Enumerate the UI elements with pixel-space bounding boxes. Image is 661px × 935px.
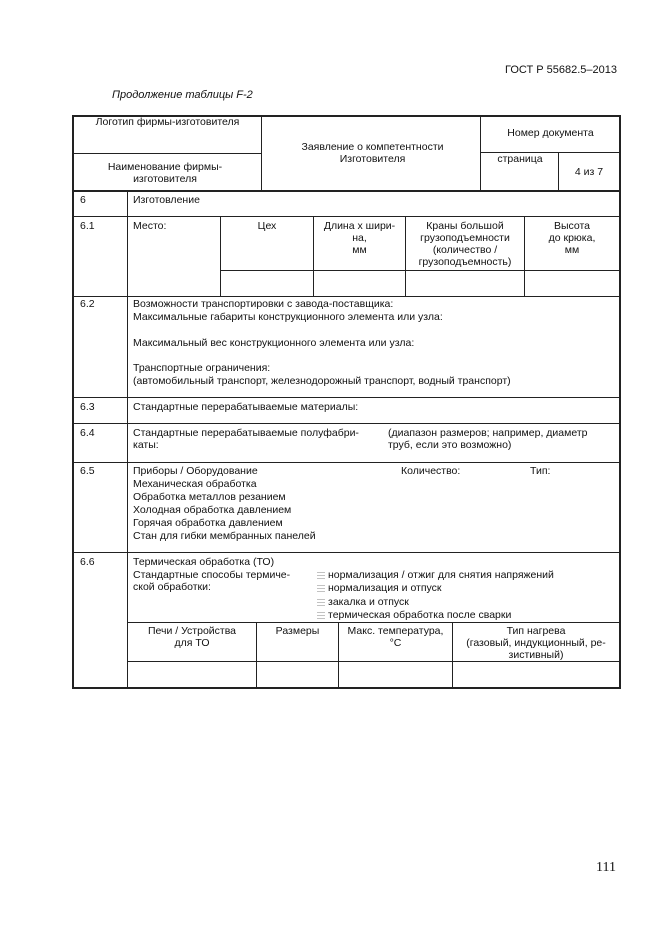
- option-normalization-stress-relief[interactable]: [317, 569, 554, 581]
- row-6-1-number: 6.1: [80, 220, 95, 232]
- max-weight: Максимальный вес конструкционного элемента или узла:: [133, 337, 415, 349]
- option-label: закалка и отпуск: [328, 596, 409, 608]
- col-length-header: Длина х шири- на, мм: [323, 220, 396, 256]
- checkbox-icon[interactable]: [317, 597, 325, 606]
- equipment-item: Обработка металлов резанием: [133, 491, 286, 503]
- equipment-item: Стан для гибки мембранных панелей: [133, 530, 316, 542]
- row-6-title: Изготовление: [133, 194, 200, 206]
- option-label: нормализация / отжиг для снятия напряжений: [328, 569, 554, 581]
- col-max-temperature-header: Макс. температура, °С: [347, 625, 444, 649]
- equipment-item: Механическая обработка: [133, 478, 257, 490]
- quantity-label: Количество:: [401, 465, 461, 477]
- page-value: 4 из 7: [574, 166, 604, 178]
- transport-types: (автомобильный транспорт, железнодорожный транспорт, водный транспорт): [133, 375, 511, 387]
- table-continuation-caption: Продолжение таблицы F-2: [112, 89, 253, 101]
- row-6-2-number: 6.2: [80, 298, 95, 310]
- competence-statement-title: Заявление о компетентности Изготовителя: [301, 141, 444, 165]
- row-6-5-number: 6.5: [80, 465, 95, 477]
- col-hook-height-header: Высота до крюка, мм: [548, 220, 596, 256]
- equipment-label: Приборы / Оборудование: [133, 465, 258, 477]
- option-label: термическая обработка после сварки: [328, 609, 512, 621]
- manufacturer-name-label: Наименование фирмы-изготовителя: [107, 161, 223, 185]
- equipment-item: Холодная обработка давлением: [133, 504, 292, 516]
- heat-treatment-title: Термическая обработка (ТО): [133, 556, 275, 568]
- type-label: Тип:: [530, 465, 551, 477]
- row-6-6-number: 6.6: [80, 556, 95, 568]
- checkbox-icon[interactable]: [317, 570, 325, 579]
- row-6-number: 6: [80, 194, 86, 206]
- col-heating-type-header: Тип нагрева (газовый, индукционный, ре- зистивный): [466, 625, 606, 661]
- page-number: 111: [596, 860, 616, 875]
- equipment-item: Горячая обработка давлением: [133, 517, 283, 529]
- logo-label: Логотип фирмы-изготовителя: [95, 116, 240, 128]
- col-furnaces-header: Печи / Устройства для ТО: [147, 625, 237, 649]
- option-normalization-tempering[interactable]: [317, 582, 442, 594]
- row-6-3-number: 6.3: [80, 401, 95, 413]
- max-dimensions: Максимальные габариты конструкционного элемента или узла:: [133, 311, 443, 323]
- option-post-weld-heat-treatment[interactable]: [317, 609, 511, 621]
- option-label: нормализация и отпуск: [328, 582, 442, 594]
- row-6-4-number: 6.4: [80, 427, 95, 439]
- transport-limits: Транспортные ограничения:: [133, 362, 271, 374]
- option-quench-tempering[interactable]: [317, 596, 409, 608]
- checkbox-icon[interactable]: [317, 610, 325, 619]
- standard-heat-treatment-methods: Стандартные способы термиче- ской обработки:: [133, 569, 291, 593]
- document-number-label: Номер документа: [507, 127, 594, 139]
- standard-materials: Стандартные перерабатываемые материалы:: [133, 401, 359, 413]
- row-6-1-place-label: Место:: [133, 220, 167, 232]
- col-shop-header: Цех: [257, 220, 277, 232]
- standard-number: ГОСТ Р 55682.5–2013: [505, 64, 617, 76]
- page-label: страница: [497, 153, 543, 165]
- size-range-note: (диапазон размеров; например, диаметр труб, если это возможно): [388, 427, 588, 451]
- col-cranes-header: Краны большой грузоподъемности (количество / грузоподъемность): [418, 220, 512, 268]
- semi-finished-products: Стандартные перерабатываемые полуфабри- каты:: [133, 427, 359, 451]
- col-sizes-header: Размеры: [275, 625, 320, 637]
- checkbox-icon[interactable]: [317, 583, 325, 592]
- transport-capabilities: Возможности транспортировки с завода-поставщика:: [133, 298, 394, 310]
